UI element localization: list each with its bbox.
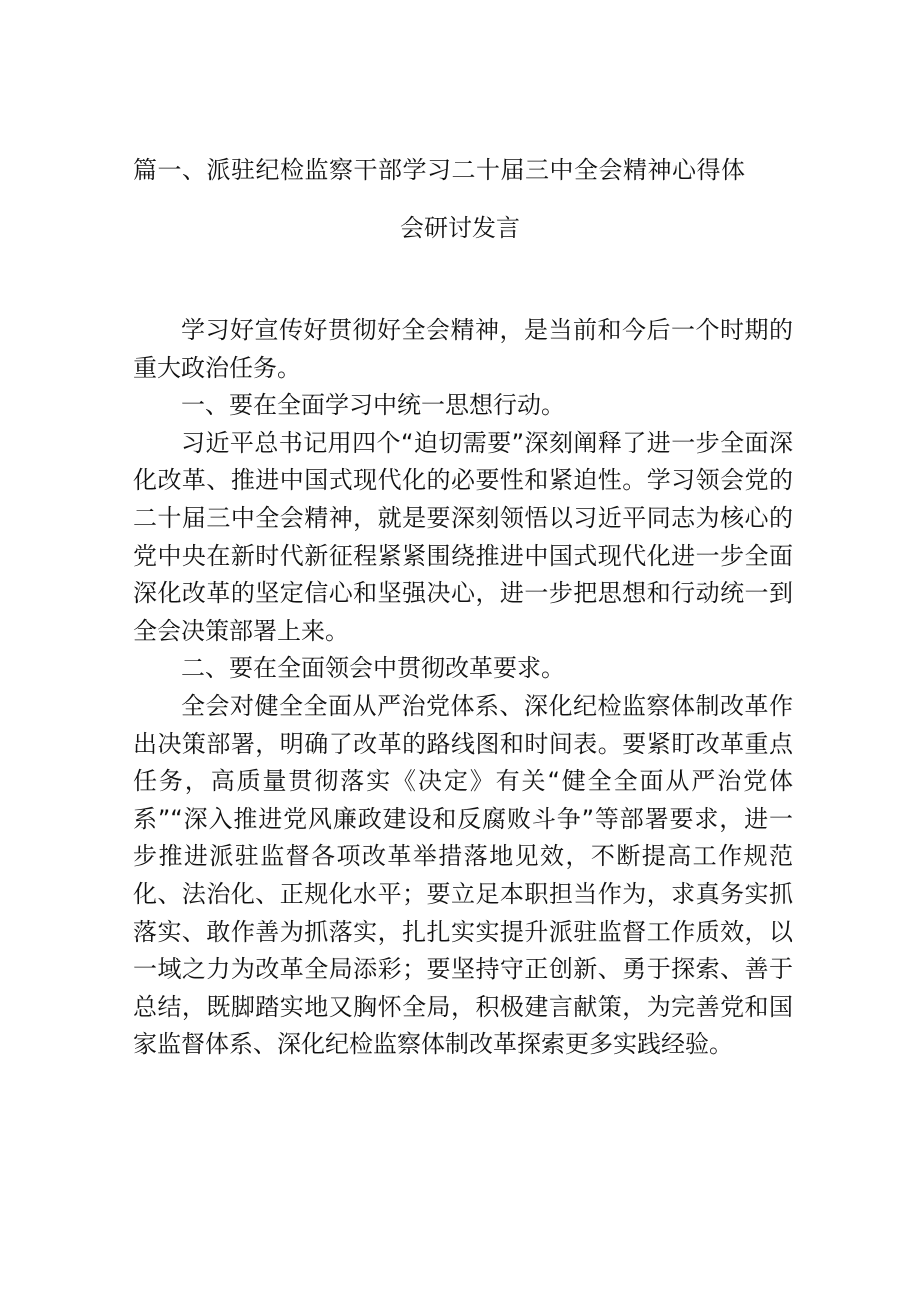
section-heading-2: 二、要在全面领会中贯彻改革要求。 [181,654,565,683]
document-body [133,312,793,1064]
paragraph-section-1: 习近平总书记用四个“迫切需要”深刻阐释了进一步全面深化改革、推进中国式现代化的必要性和紧迫性。学习领会党的二十届三中全会精神，就是要深刻领悟以习近平同志为核心的党中央在新时代新征程紧紧围绕推进中国式现代化进一步全面深化改革的坚定信心和坚强决心，进一步把思想和行动统一到全会决策部署上来。 [133,428,793,645]
document-title-line-1: 篇一、派驻纪检监察干部学习二十届三中全会精神心得体 [133,156,746,184]
paragraph-section-2: 全会对健全全面从严治党体系、深化纪检监察体制改革作出决策部署，明确了改革的路线图和时间表。要紧盯改革重点任务，高质量贯彻落实《决定》有关“健全全面从严治党体系”“深入推进党风廉政建设和反腐败斗争”等部署要求，进一步推进派驻监督各项改革举措落地见效，不断提高工作规范化、法治化、正规化水平；要立足本职担当作为，求真务实抓落实、敢作善为抓落实，扎扎实实提升派驻监督工作质效，以一域之力为改革全局添彩；要坚持守正创新、勇于探索、善于总结，既脚踏实地又胸怀全局，积极建言献策，为完善党和国家监督体系、深化纪检监察体制改革探索更多实践经验。 [133,691,793,1059]
section-heading-1: 一、要在全面学习中统一思想行动。 [181,391,565,420]
document-title-line-2: 会研讨发言 [400,214,520,242]
paragraph-intro: 学习好宣传好贯彻好全会精神，是当前和今后一个时期的重大政治任务。 [133,316,793,382]
